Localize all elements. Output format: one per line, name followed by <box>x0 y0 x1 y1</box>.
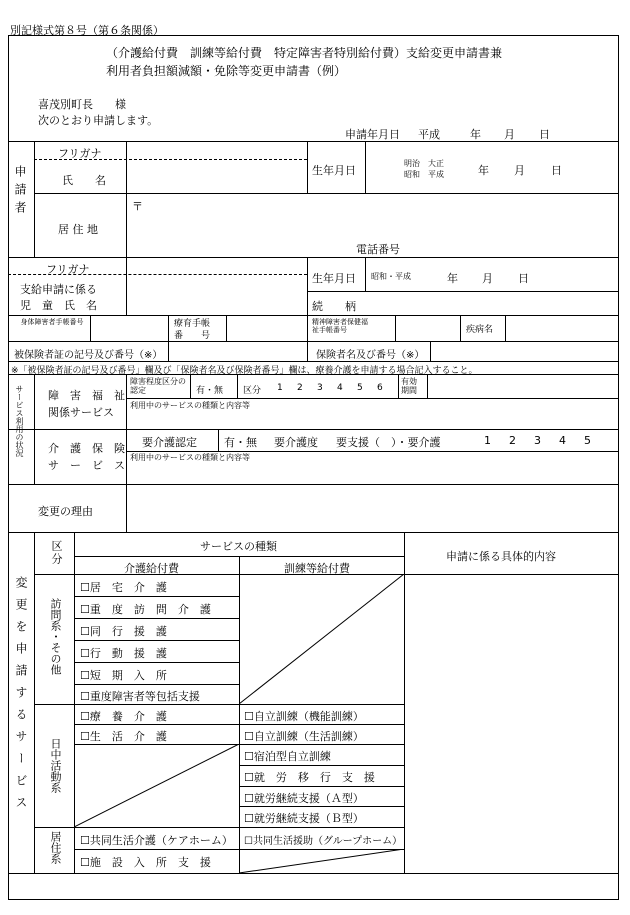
insurer-label: 保険者名及び番号（※） <box>316 350 425 361</box>
checkbox-behavior-support[interactable]: ☐行 動 援 護 <box>80 647 167 660</box>
applicant-address-label: 居 住 地 <box>58 223 98 236</box>
checkbox-functional-training[interactable]: ☐自立訓練（機能訓練） <box>244 710 364 723</box>
kinds-label: サービスの種類 <box>200 540 277 553</box>
applicant-era-top: 明治 大正 <box>404 159 444 168</box>
class-4: 4 <box>337 383 343 393</box>
care-label-1: 介 護 保 険 <box>48 442 125 455</box>
applicant-birth-day: 日 <box>551 164 562 177</box>
insured-no-label: 被保険者証の記号及び番号（※） <box>14 350 163 361</box>
rehab-cert-label-bottom: 番 号 <box>174 331 211 341</box>
form-title-line2: 利用者負担額減額・免除等変更申請書（例） <box>106 64 347 78</box>
disability-cert-label: 身体障害者手帳番号 <box>20 318 84 326</box>
apply-date-year: 年 <box>470 128 481 141</box>
care-in-use-label: 利用中のサービスの種類と内容等 <box>130 453 250 462</box>
child-birth-label: 生年月日 <box>312 272 356 285</box>
diagonal-strike-day <box>74 744 240 828</box>
care-label-2: サ ー ビ ス <box>48 459 125 472</box>
care-level-1: 1 <box>484 434 491 447</box>
care-level-3: 3 <box>534 434 541 447</box>
apply-date-label: 申請年月日 <box>345 128 400 141</box>
care-support-label: 要支援（ ）・要介護 <box>336 436 441 449</box>
checkbox-comprehensive-support[interactable]: ☐重度障害者等包括支援 <box>80 690 200 703</box>
child-era: 昭和・平成 <box>371 272 411 281</box>
disease-label: 疾病名 <box>466 325 494 335</box>
welfare-label-2: 関係サービス <box>48 406 114 419</box>
diagonal-strike-visit <box>239 574 405 705</box>
care-level-4: 4 <box>559 434 566 447</box>
ids-note: ※「被保険者証の記号及び番号」欄及び「保険者名及び保険者番号」欄は、療養介護を申請する場合記入すること。 <box>11 366 478 376</box>
detail-column-label: 申請に係る具体的内容 <box>446 550 556 563</box>
care-column-label: 介護給付費 <box>124 562 179 575</box>
checkbox-employment-a[interactable]: ☐就労継続支援（Ａ型） <box>244 792 364 805</box>
checkbox-severe-visit-care[interactable]: ☐重 度 訪 問 介 護 <box>80 603 211 616</box>
applicant-name-label: 氏 名 <box>62 174 106 187</box>
checkbox-care-home[interactable]: ☐共同生活介護（ケアホーム） <box>80 834 233 847</box>
group-label-day: 日中活動系 <box>49 738 62 793</box>
checkbox-employment-b[interactable]: ☐就労継続支援（Ｂ型） <box>244 812 364 825</box>
checkbox-lodging-training[interactable]: ☐宿泊型自立訓練 <box>244 750 331 763</box>
class-label: 区分 <box>243 386 262 396</box>
class-5: 5 <box>357 383 363 393</box>
apply-date-era: 平成 <box>418 128 440 141</box>
welfare-in-use-label: 利用中のサービスの種類と内容等 <box>130 401 250 410</box>
checkbox-home-care[interactable]: ☐居 宅 介 護 <box>80 581 167 594</box>
class-3: 3 <box>317 383 323 393</box>
phone-label: 電話番号 <box>356 243 400 256</box>
checkbox-facility-support[interactable]: ☐施 設 入 所 支 援 <box>80 856 211 869</box>
form-id: 別記様式第８号（第６条関係） <box>10 24 164 37</box>
applicant-side-label: 申請者 <box>13 165 27 219</box>
applicant-birth-month: 月 <box>514 164 525 177</box>
checkbox-employment-transition[interactable]: ☐就 労 移 行 支 援 <box>244 771 375 784</box>
care-level-2: 2 <box>509 434 516 447</box>
diagonal-strike-residence <box>239 849 405 874</box>
category-label: 区分 <box>50 540 63 566</box>
mental-cert-label: 精神障害者保健福祉手帳番号 <box>312 318 368 334</box>
child-name-label-2: 児 童 氏 名 <box>20 299 97 312</box>
child-name-label-1: 支給申請に係る <box>20 283 97 296</box>
care-yesno: 有・無 <box>224 436 257 449</box>
applicant-furigana-label: フリガナ <box>58 147 102 160</box>
child-furigana-label: フリガナ <box>46 263 90 276</box>
group-label-residence: 居住系 <box>49 831 62 864</box>
checkbox-short-stay[interactable]: ☐短 期 入 所 <box>80 669 167 682</box>
checkbox-group-home[interactable]: ☐共同生活援助（グループホーム） <box>244 836 403 847</box>
child-birth-year: 年 <box>447 272 458 285</box>
checkbox-medical-care[interactable]: ☐療 養 介 護 <box>80 710 167 723</box>
checkbox-life-care[interactable]: ☐生 活 介 護 <box>80 730 167 743</box>
valid-period-label: 有効期間 <box>401 377 417 395</box>
apply-date-day: 日 <box>539 128 550 141</box>
service-status-side-label: サービス利用の状況 <box>15 385 24 457</box>
change-side-label: 変更を申請するサービス <box>14 576 28 818</box>
addressee: 喜茂別町長 様 <box>38 98 126 111</box>
care-level-5: 5 <box>584 434 591 447</box>
applicant-birth-label: 生年月日 <box>312 164 356 177</box>
rehab-cert-label-top: 療育手帳 <box>174 319 211 329</box>
child-birth-day: 日 <box>518 272 529 285</box>
class-1: 1 <box>277 383 283 393</box>
class-6: 6 <box>377 383 383 393</box>
care-cert-label: 要介護認定 <box>142 436 197 449</box>
degree-label: 障害程度区分の認定 <box>130 377 186 395</box>
apply-date-month: 月 <box>504 128 515 141</box>
form-title-line1: （介護給付費 訓練等給付費 特定障害者特別給付費）支給変更申請書兼 <box>106 46 503 60</box>
postal-mark: 〒 <box>132 200 143 213</box>
class-2: 2 <box>297 383 303 393</box>
applicant-birth-year: 年 <box>478 164 489 177</box>
intro-text: 次のとおり申請します。 <box>38 114 159 127</box>
applicant-era-bottom: 昭和 平成 <box>404 170 444 179</box>
checkbox-life-training[interactable]: ☐自立訓練（生活訓練） <box>244 730 364 743</box>
welfare-yesno: 有・無 <box>196 386 224 396</box>
child-birth-month: 月 <box>482 272 493 285</box>
reason-label: 変更の理由 <box>38 505 93 518</box>
group-label-visit: 訪問系・その他 <box>49 598 62 675</box>
child-relation-label: 続 柄 <box>312 300 356 313</box>
care-degree-label: 要介護度 <box>274 436 318 449</box>
checkbox-accompany-support[interactable]: ☐同 行 援 護 <box>80 625 167 638</box>
welfare-label-1: 障 害 福 祉 <box>48 389 125 402</box>
training-column-label: 訓練等給付費 <box>284 562 350 575</box>
